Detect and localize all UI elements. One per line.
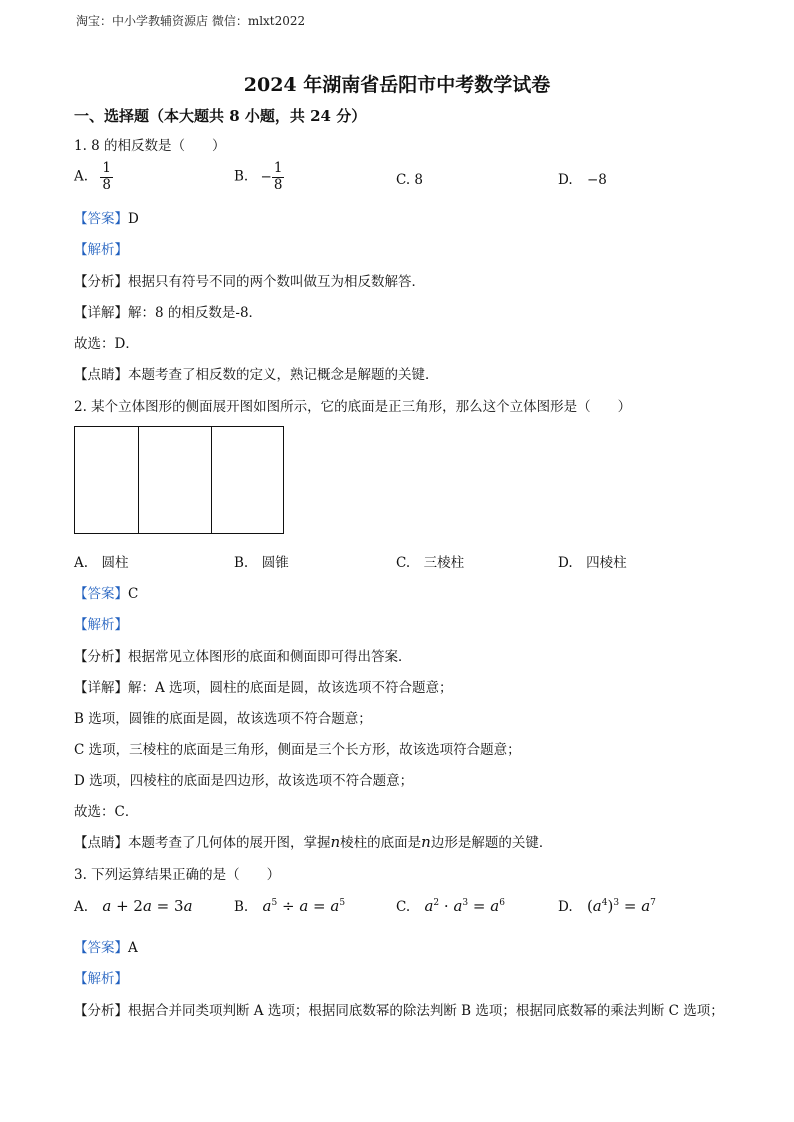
fenxi-tag: 【分析】 <box>74 274 128 290</box>
q3-stem: 3. 下列运算结果正确的是（ ） <box>74 867 281 883</box>
q3-option-c-formula: $a^2 \cdot a^3 = a^6$ <box>424 897 505 915</box>
q3-option-a-label: A. <box>74 899 89 915</box>
q1-answer <box>74 207 139 227</box>
q1-xiangjie <box>74 301 262 321</box>
fenxi-text: 根据只有符号不同的两个数叫做互为相反数解答． <box>128 274 425 290</box>
q2-option-a: A. 圆柱 <box>74 555 129 571</box>
xiangjie-text: 解：8 的相反数是-8． <box>128 305 263 321</box>
fenxi-tag: 【分析】 <box>74 649 128 665</box>
q3-option-d-label: D. <box>558 899 573 915</box>
answer-value: A <box>128 940 138 956</box>
fenxi-tag: 【分析】 <box>74 1003 128 1019</box>
q1-option-c: C. 8 <box>396 172 424 188</box>
variable-n: n <box>330 833 341 851</box>
q2-lateral-net-figure <box>74 426 284 534</box>
q1-option-a <box>74 161 113 193</box>
q1-option-a-fraction <box>100 161 113 193</box>
fraction-numerator: 1 <box>102 160 111 176</box>
q1-option-a-label: A. <box>74 168 89 185</box>
answer-tag: 【答案】 <box>74 586 128 602</box>
q1-dianjing <box>74 363 439 383</box>
q3-option-b <box>234 897 345 915</box>
dianjing-text-3: 边形是解题的关键． <box>430 835 553 851</box>
fraction-denominator: 8 <box>273 176 283 193</box>
q3-answer <box>74 936 138 956</box>
q3-option-d <box>558 897 656 915</box>
page-header: 淘宝：中小学教辅资源店 微信：mlxt2022 <box>76 14 306 28</box>
q1-option-d <box>558 172 607 188</box>
q2-answer <box>74 582 138 602</box>
variable-n: n <box>421 833 431 851</box>
answer-tag: 【答案】 <box>74 211 128 227</box>
q1-option-b-label: B. <box>234 168 249 185</box>
net-divider-line <box>211 427 212 533</box>
answer-value: C <box>128 586 139 602</box>
q1-option-d-value: −8 <box>586 172 607 188</box>
dianjing-tag: 【点睛】 <box>74 835 128 851</box>
q3-option-a-formula: a + 2a = 3a <box>102 897 193 915</box>
section-heading: 一、选择题（本大题共 8 小题，共 24 分） <box>74 107 367 125</box>
exam-title: 2024 年湖南省岳阳市中考数学试卷 <box>243 74 551 96</box>
q3-option-a <box>74 897 193 915</box>
q3-fenxi <box>74 999 724 1019</box>
q2-stem: 2. 某个立体图形的侧面展开图如图所示，它的底面是正三角形，那么这个立体图形是（ ） <box>74 399 632 415</box>
minus-sign: − <box>260 168 272 185</box>
dianjing-tag: 【点睛】 <box>74 367 128 383</box>
xiangjie-text: 解：A 选项，圆柱的底面是圆，故该选项不符合题意； <box>128 680 453 696</box>
q3-option-d-formula: $(a^4)^3 = a^7$ <box>586 897 656 915</box>
xiangjie-tag: 【详解】 <box>74 680 128 696</box>
answer-tag: 【答案】 <box>74 940 128 956</box>
q2-option-b: B. 圆锥 <box>234 555 289 571</box>
q1-jiexi-tag: 【解析】 <box>74 242 128 258</box>
q3-option-c-label: C. <box>396 899 411 915</box>
dianjing-text-1: 本题考查了几何体的展开图，掌握 <box>128 835 331 851</box>
dianjing-text: 本题考查了相反数的定义，熟记概念是解题的关键． <box>128 367 439 383</box>
net-divider-line <box>138 427 139 533</box>
dianjing-text-2: 棱柱的底面是 <box>340 835 422 851</box>
q1-guxuan: 故选：D． <box>74 336 139 352</box>
q2-dianjing <box>74 831 552 851</box>
q3-jiexi-tag: 【解析】 <box>74 971 128 987</box>
q2-jiexi-tag: 【解析】 <box>74 617 128 633</box>
q2-line-b: B 选项，圆锥的底面是圆，故该选项不符合题意； <box>74 711 372 727</box>
q1-stem: 1. 8 的相反数是（ ） <box>74 138 226 154</box>
q2-guxuan: 故选：C． <box>74 804 139 820</box>
answer-value: D <box>128 211 139 227</box>
q1-option-b <box>234 161 284 193</box>
fraction-numerator: 1 <box>273 160 283 176</box>
q3-option-b-formula: $a^5 \div a = a^5$ <box>262 897 346 915</box>
q1-option-d-label: D. <box>558 172 573 188</box>
q3-option-c <box>396 897 505 915</box>
q2-line-c: C 选项，三棱柱的底面是三角形，侧面是三个长方形，故该选项符合题意； <box>74 742 521 758</box>
q2-xiangjie <box>74 676 453 696</box>
q2-option-d: D. 四棱柱 <box>558 555 627 571</box>
fenxi-text: 根据常见立体图形的底面和侧面即可得出答案． <box>128 649 412 665</box>
q2-line-d: D 选项，四棱柱的底面是四边形，故该选项不符合题意； <box>74 773 414 789</box>
q1-option-b-fraction <box>272 161 285 193</box>
q2-fenxi <box>74 645 412 665</box>
q3-option-b-label: B. <box>234 899 249 915</box>
xiangjie-tag: 【详解】 <box>74 305 128 321</box>
q1-fenxi <box>74 270 425 290</box>
fenxi-text: 根据合并同类项判断 A 选项；根据同底数幂的除法判断 B 选项；根据同底数幂的乘法判断 C 选项； <box>128 1003 724 1019</box>
q2-option-c: C. 三棱柱 <box>396 555 465 571</box>
fraction-denominator: 8 <box>102 176 111 193</box>
